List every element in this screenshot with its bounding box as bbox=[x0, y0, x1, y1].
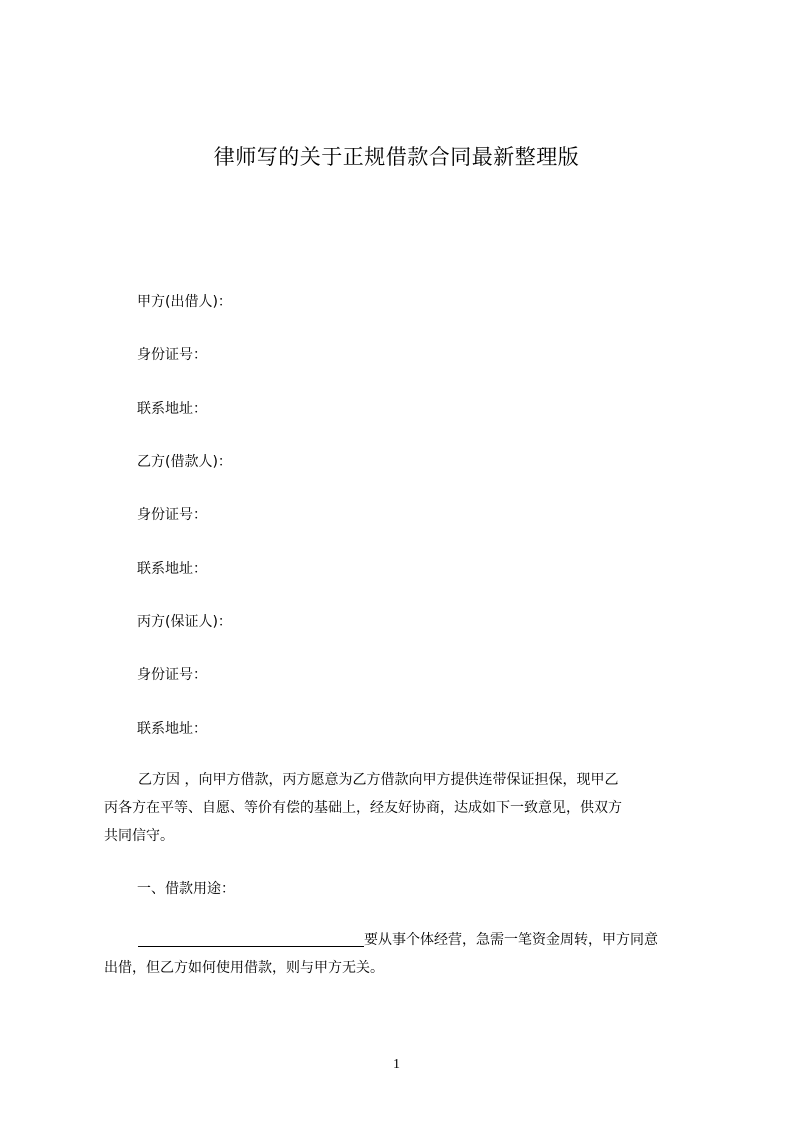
borrower-label: 乙方(借款人)： bbox=[137, 454, 232, 470]
section-1-line-1-text: 要从事个体经营，急需一笔资金周转，甲方同意 bbox=[364, 932, 658, 948]
section-1-line-2 bbox=[104, 954, 702, 982]
section-1-line-1 bbox=[104, 926, 702, 954]
borrower-id-label: 身份证号： bbox=[137, 507, 207, 523]
intro-line-3 bbox=[104, 822, 702, 850]
guarantor-id-label: 身份证号： bbox=[137, 667, 207, 683]
borrower-address-label: 联系地址： bbox=[137, 561, 207, 577]
intro-line-1-text: 乙方因 ，向甲方借款，丙方愿意为乙方借款向甲方提供连带保证担保，现甲乙 bbox=[138, 772, 619, 788]
intro-paragraph bbox=[104, 766, 702, 850]
page-number: 1 bbox=[393, 1057, 400, 1072]
section-1-line-2-text: 出借，但乙方如何使用借款，则与甲方无关。 bbox=[104, 960, 384, 976]
intro-line-2-text: 丙各方在平等、自愿、等价有偿的基础上，经友好协商，达成如下一致意见，供双方 bbox=[104, 800, 622, 816]
purpose-blank-field bbox=[138, 930, 364, 947]
lender-address-label: 联系地址： bbox=[137, 401, 207, 417]
intro-line-3-text: 共同信守。 bbox=[104, 828, 174, 844]
lender-id-label: 身份证号： bbox=[137, 347, 207, 363]
guarantor-address-label: 联系地址： bbox=[137, 721, 207, 737]
section-1-paragraph bbox=[104, 926, 702, 982]
section-1-heading: 一、借款用途： bbox=[137, 881, 235, 897]
document-title: 律师写的关于正规借款合同最新整理版 bbox=[213, 145, 580, 169]
guarantor-label: 丙方(保证人)： bbox=[137, 614, 232, 630]
intro-line-2 bbox=[104, 794, 702, 822]
intro-line-1 bbox=[104, 766, 702, 794]
lender-label: 甲方(出借人)： bbox=[137, 294, 232, 310]
